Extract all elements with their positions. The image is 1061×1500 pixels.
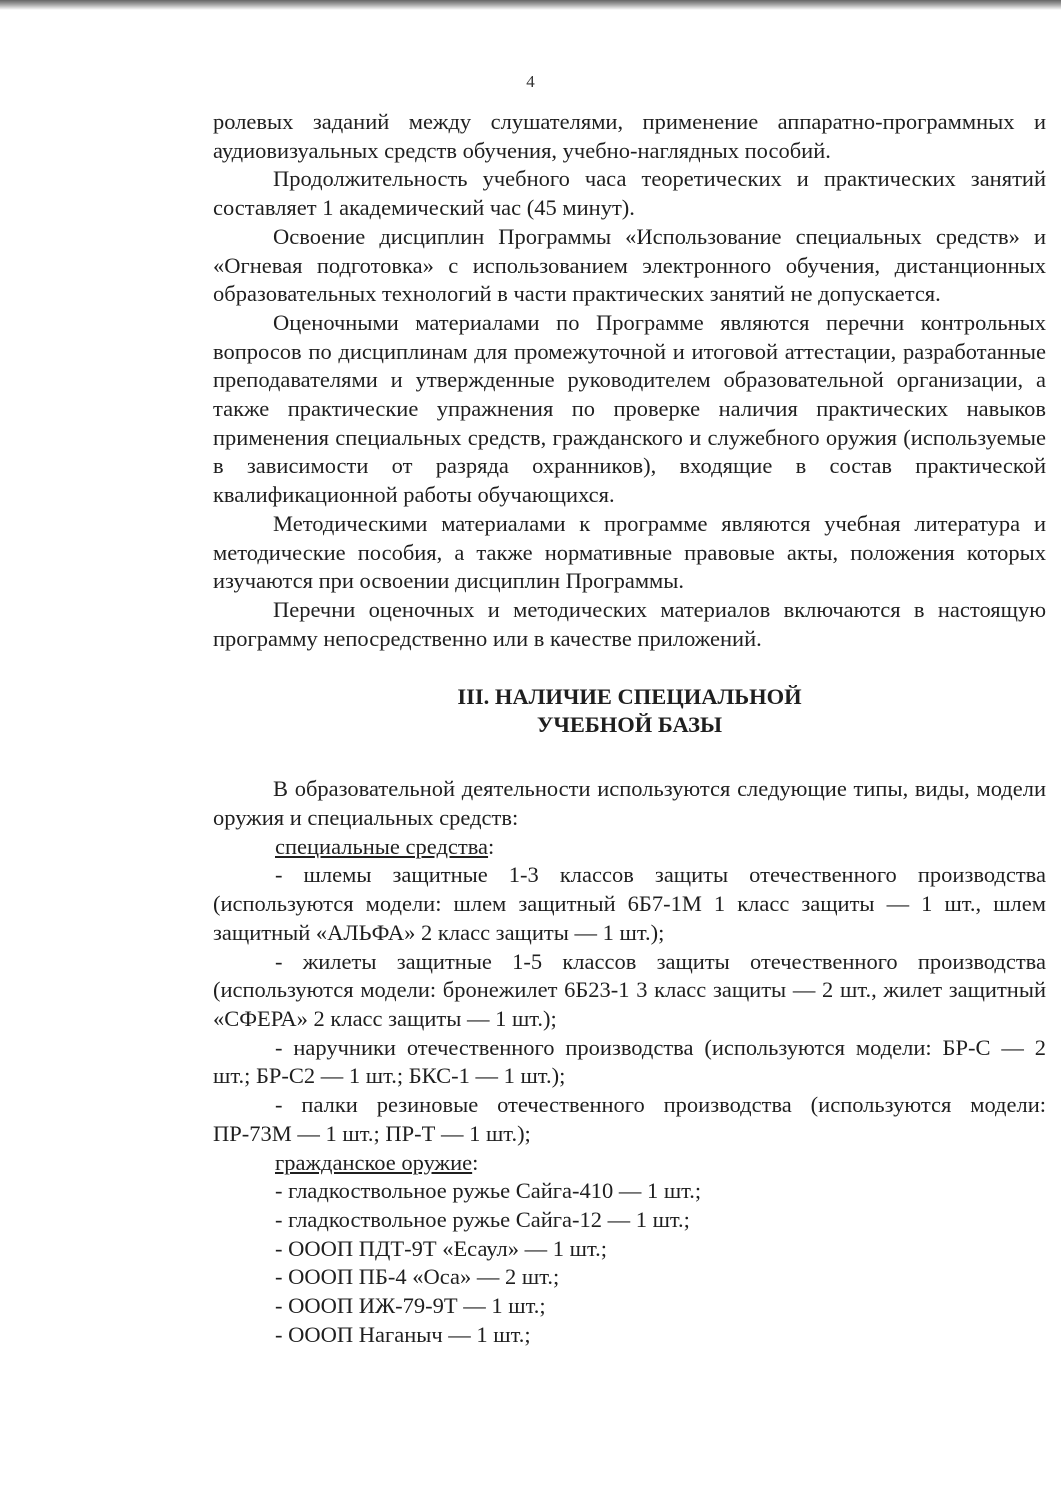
special-means-label: специальные средства: <box>275 833 495 859</box>
list-item-batons: - палки резиновые отечественного производства (используются модели: ПР-73М — 1 шт.; ПР-Т — 1 шт.); <box>213 1092 1046 1146</box>
section-heading-line1: III. НАЛИЧИЕ СПЕЦИАЛЬНОЙ <box>457 684 802 710</box>
list-item-esaul: - ОООП ПДТ-9Т «Есаул» — 1 шт.; <box>275 1235 607 1261</box>
list-item-helmets: - шлемы защитные 1-3 классов защиты отечественного производства (используются модели: шлем защитный 6Б7-1М 1 класс защиты — 1 шт., шлем защитный «АЛЬФА» 2 класс защиты — 1 шт.); <box>213 862 1046 945</box>
scan-top-edge <box>0 0 1061 10</box>
section-heading-line2: УЧЕБНОЙ БАЗЫ <box>536 712 723 738</box>
paragraph-assessment-materials: Оценочными материалами по Программе являются перечни контрольных вопросов по дисциплинам для промежуточной и итоговой аттестации, разработанные преподавателями и утвержденные руководителем образовательной организации, а также практические упражнения по проверке наличия практических навыков применения специальных средств, гражданского и служебного оружия (используемые в зависимости от разряда охранников), входящие в состав практической квалификационной работы обучающихся. <box>213 309 1046 508</box>
section-intro: В образовательной деятельности используются следующие типы, виды, модели оружия и специальных средств: <box>213 776 1046 831</box>
paragraph-hour-duration: Продолжительность учебного часа теоретических и практических занятий составляет 1 академический час (45 минут). <box>213 166 1046 221</box>
list-item-osa: - ОООП ПБ-4 «Оса» — 2 шт.; <box>275 1264 560 1290</box>
list-item-naganych: - ОООП Наганыч — 1 шт.; <box>275 1321 531 1347</box>
civil-weapons-label: гражданское оружие: <box>275 1149 479 1175</box>
paragraph-methodical-materials: Методическими материалами к программе являются учебная литература и методические пособия, а также нормативные правовые акты, положения которых изучаются при освоении дисциплин Программы. <box>213 510 1046 594</box>
paragraph-continuation: ролевых заданий между слушателями, применение аппаратно-программных и аудиовизуальных средств обучения, учебно-наглядных пособий. <box>213 109 1046 163</box>
page-number: 4 <box>526 72 535 91</box>
civil-weapons-label-text: гражданское оружие <box>275 1149 473 1175</box>
list-item-saiga-410: - гладкоствольное ружье Сайга-410 — 1 шт.; <box>275 1178 702 1204</box>
list-item-vests: - жилеты защитные 1-5 классов защиты отечественного производства (используются модели: бронежилет 6Б23-1 3 класс защиты — 2 шт., жилет защитный «СФЕРА» 2 класс защиты — 1 шт.); <box>213 948 1046 1031</box>
list-item-handcuffs: - наручники отечественного производства (используются модели: БР-С — 2 шт.; БР-С2 — 1 шт.; БКС-1 — 1 шт.); <box>213 1034 1046 1089</box>
paragraph-remote-learning: Освоение дисциплин Программы «Использование специальных средств» и «Огневая подготовка» с использованием электронного обучения, дистанционных образовательных технологий в части практических занятий не допускается. <box>213 223 1046 307</box>
list-item-saiga-12: - гладкоствольное ружье Сайга-12 — 1 шт.; <box>275 1206 690 1232</box>
special-means-label-text: специальные средства <box>275 833 489 859</box>
list-item-izh-79: - ОООП ИЖ-79-9Т — 1 шт.; <box>275 1293 546 1319</box>
document-body <box>213 108 1046 1349</box>
paragraph-material-lists: Перечни оценочных и методических материалов включаются в настоящую программу непосредственно или в качестве приложений. <box>213 596 1046 651</box>
